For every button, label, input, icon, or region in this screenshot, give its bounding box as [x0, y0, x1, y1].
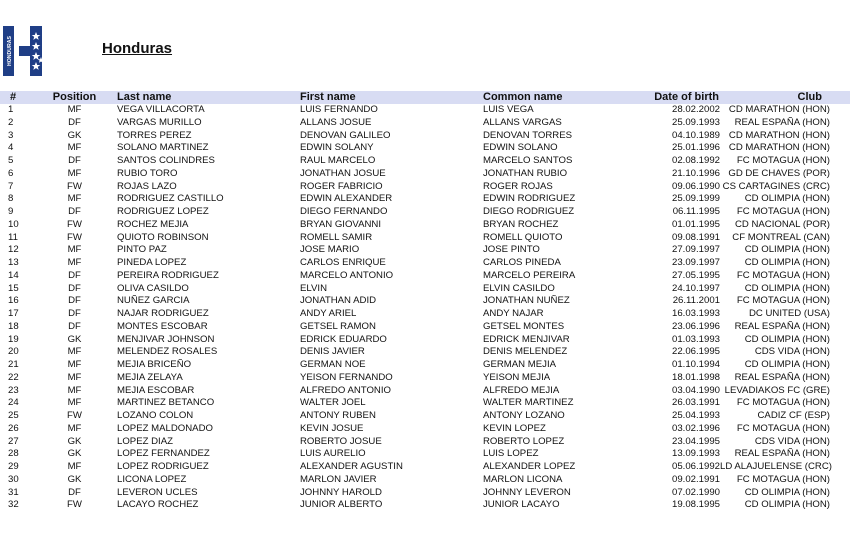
table-row — [0, 117, 850, 130]
cell-club: CD OLIMPIA (HON) — [744, 359, 830, 370]
cell-position: DF — [68, 116, 81, 128]
cell-last-name: LOPEZ MALDONADO — [117, 422, 213, 434]
table-row — [0, 359, 850, 372]
table-row — [0, 244, 850, 257]
cell-first-name: EDWIN ALEXANDER — [300, 193, 393, 205]
cell-common-name: ELVIN CASILDO — [483, 282, 555, 294]
cell-first-name: MARLON JAVIER — [300, 473, 377, 485]
cell-first-name: JUNIOR ALBERTO — [300, 499, 383, 511]
cell-last-name: NUÑEZ GARCIA — [117, 295, 190, 307]
cell-club: FC MOTAGUA (HON) — [736, 155, 830, 166]
cell-date-of-birth: 25.01.1996 — [671, 142, 720, 154]
table-row — [0, 487, 850, 500]
cell-common-name: ANTONY LOZANO — [483, 410, 565, 421]
cell-common-name: DIEGO RODRIGUEZ — [483, 206, 575, 217]
cell-last-name: RUBIO TORO — [117, 167, 178, 179]
cell-last-name: NAJAR RODRIGUEZ — [117, 308, 209, 319]
cell-number: 23 — [8, 384, 19, 396]
cell-number: 29 — [8, 461, 19, 472]
cell-last-name: SOLANO MARTINEZ — [117, 142, 209, 154]
cell-number: 5 — [8, 155, 14, 166]
cell-date-of-birth: 01.03.1993 — [671, 333, 720, 345]
cell-first-name: GERMAN NOE — [300, 359, 366, 370]
cell-date-of-birth: 18.01.1998 — [671, 371, 720, 383]
header-position: Position — [32, 91, 117, 104]
cell-position: DF — [68, 308, 81, 319]
cell-position: DF — [68, 320, 81, 332]
cell-last-name: RODRIGUEZ CASTILLO — [117, 193, 224, 205]
cell-position: MF — [67, 257, 82, 268]
cell-club: FC MOTAGUA (HON) — [736, 473, 830, 485]
cell-club: CD MARATHON (HON) — [728, 104, 830, 115]
cell-common-name: CARLOS PINEDA — [483, 257, 561, 268]
cell-last-name: LOPEZ FERNANDEZ — [117, 448, 210, 460]
cell-number: 11 — [8, 231, 18, 243]
cell-number: 26 — [8, 422, 19, 434]
cell-club: CD MARATHON (HON) — [728, 142, 830, 154]
cell-club: CDS VIDA (HON) — [754, 435, 830, 447]
cell-date-of-birth: 09.06.1990 — [671, 180, 720, 192]
cell-first-name: JONATHAN JOSUE — [300, 167, 386, 179]
cell-first-name: ANDY ARIEL — [300, 308, 357, 319]
cell-number: 15 — [8, 282, 19, 294]
header-number: # — [0, 91, 32, 104]
cell-position: MF — [67, 193, 82, 205]
cell-number: 8 — [8, 193, 14, 205]
cell-first-name: LUIS AURELIO — [300, 448, 366, 460]
cell-last-name: LOPEZ RODRIGUEZ — [117, 461, 209, 472]
cell-club: LEVADIAKOS FC (GRE) — [724, 384, 830, 396]
cell-last-name: ROCHEZ MEJIA — [117, 218, 189, 230]
cell-number: 21 — [8, 359, 19, 370]
table-row — [0, 499, 850, 512]
cell-common-name: ROBERTO LOPEZ — [483, 435, 565, 447]
team-title: Honduras — [102, 40, 173, 57]
cell-position: MF — [67, 371, 82, 383]
cell-date-of-birth: 04.10.1989 — [671, 129, 720, 141]
cell-last-name: VARGAS MURILLO — [117, 116, 202, 128]
cell-club: CD OLIMPIA (HON) — [744, 486, 830, 498]
cell-date-of-birth: 05.06.1992 — [671, 461, 720, 472]
cell-common-name: JONATHAN RUBIO — [483, 167, 568, 179]
cell-number: 25 — [8, 410, 19, 421]
cell-last-name: MENJIVAR JOHNSON — [117, 333, 215, 345]
cell-position: DF — [68, 269, 81, 281]
cell-date-of-birth: 07.02.1990 — [671, 486, 720, 498]
table-row — [0, 295, 850, 308]
cell-last-name: MELENDEZ ROSALES — [117, 346, 218, 358]
table-row — [0, 321, 850, 334]
cell-number: 10 — [8, 218, 19, 230]
cell-number: 3 — [8, 129, 14, 141]
cell-number: 1 — [8, 104, 14, 115]
cell-date-of-birth: 25.09.1993 — [671, 116, 720, 128]
cell-first-name: GETSEL RAMON — [300, 320, 376, 332]
cell-club: CS CARTAGINES (CRC) — [722, 180, 830, 192]
cell-common-name: ROGER ROJAS — [483, 180, 553, 192]
cell-first-name: MARCELO ANTONIO — [300, 269, 394, 281]
cell-date-of-birth: 01.10.1994 — [671, 359, 720, 370]
cell-club: CD OLIMPIA (HON) — [744, 193, 830, 205]
cell-date-of-birth: 25.09.1999 — [671, 193, 720, 205]
cell-date-of-birth: 27.05.1995 — [671, 269, 720, 281]
cell-first-name: BRYAN GIOVANNI — [300, 218, 382, 230]
cell-position: DF — [68, 295, 81, 307]
cell-first-name: ELVIN — [300, 282, 328, 294]
cell-club: REAL ESPAÑA (HON) — [734, 116, 830, 128]
cell-date-of-birth: 22.06.1995 — [671, 346, 720, 358]
cell-common-name: YEISON MEJIA — [483, 371, 551, 383]
cell-first-name: CARLOS ENRIQUE — [300, 257, 386, 268]
cell-position: MF — [67, 397, 82, 409]
cell-common-name: MARLON LICONA — [483, 473, 563, 485]
cell-first-name: ROGER FABRICIO — [300, 180, 383, 192]
cell-club: CD OLIMPIA (HON) — [744, 257, 830, 268]
cell-position: GK — [67, 129, 82, 141]
cell-position: MF — [67, 167, 82, 179]
cell-position: DF — [68, 282, 81, 294]
cell-date-of-birth: 16.03.1993 — [671, 308, 720, 319]
cell-common-name: JUNIOR LACAYO — [483, 499, 560, 511]
cell-last-name: ROJAS LAZO — [117, 180, 177, 192]
cell-common-name: ALFREDO MEJIA — [483, 384, 560, 396]
cell-club: CF MONTREAL (CAN) — [732, 231, 830, 243]
cell-first-name: JOHNNY HAROLD — [300, 486, 382, 498]
cell-common-name: KEVIN LOPEZ — [483, 422, 546, 434]
cell-last-name: PINTO PAZ — [117, 244, 167, 256]
cell-club: GD DE CHAVES (POR) — [728, 167, 830, 179]
cell-number: 4 — [8, 142, 14, 154]
cell-first-name: YEISON FERNANDO — [300, 371, 393, 383]
cell-club: FC MOTAGUA (HON) — [736, 397, 830, 409]
cell-club: CD OLIMPIA (HON) — [744, 499, 830, 511]
cell-first-name: ALLANS JOSUE — [300, 116, 372, 128]
cell-first-name: EDWIN SOLANY — [300, 142, 374, 154]
cell-position: FW — [67, 410, 82, 421]
cell-number: 7 — [8, 180, 14, 192]
table-row — [0, 232, 850, 245]
cell-first-name: JONATHAN ADID — [300, 295, 377, 307]
cell-number: 30 — [8, 473, 19, 485]
honduras-federation-logo — [3, 24, 47, 78]
table-row — [0, 219, 850, 232]
cell-number: 14 — [8, 269, 19, 281]
cell-date-of-birth: 09.08.1991 — [671, 231, 720, 243]
table-row — [0, 372, 850, 385]
cell-last-name: RODRIGUEZ LOPEZ — [117, 206, 209, 217]
cell-club: CD OLIMPIA (HON) — [744, 282, 830, 294]
cell-first-name: KEVIN JOSUE — [300, 422, 364, 434]
cell-position: DF — [68, 486, 81, 498]
cell-position: MF — [67, 422, 82, 434]
table-row — [0, 193, 850, 206]
table-row — [0, 346, 850, 359]
logo-text: HONDURAS — [7, 36, 13, 66]
cell-club: LD ALAJUELENSE (CRC) — [720, 461, 832, 472]
cell-common-name: JONATHAN NUÑEZ — [483, 295, 570, 307]
table-row — [0, 474, 850, 487]
table-row — [0, 397, 850, 410]
cell-position: GK — [67, 333, 82, 345]
cell-last-name: TORRES PEREZ — [117, 129, 192, 141]
cell-number: 12 — [8, 244, 19, 256]
cell-position: FW — [67, 231, 82, 243]
cell-number: 31 — [8, 486, 19, 498]
cell-number: 2 — [8, 116, 14, 128]
table-row — [0, 142, 850, 155]
cell-common-name: EDWIN RODRIGUEZ — [483, 193, 576, 205]
cell-position: MF — [67, 359, 82, 370]
cell-date-of-birth: 03.02.1996 — [671, 422, 720, 434]
cell-date-of-birth: 02.08.1992 — [671, 155, 720, 166]
cell-number: 6 — [8, 167, 14, 179]
cell-position: MF — [67, 461, 82, 472]
cell-club: DC UNITED (USA) — [748, 308, 830, 319]
cell-club: FC MOTAGUA (HON) — [736, 422, 830, 434]
cell-date-of-birth: 27.09.1997 — [671, 244, 720, 256]
cell-common-name: ALEXANDER LOPEZ — [483, 461, 576, 472]
cell-date-of-birth: 26.11.2001 — [672, 295, 720, 307]
cell-date-of-birth: 01.01.1995 — [671, 218, 720, 230]
cell-date-of-birth: 23.04.1995 — [671, 435, 720, 447]
cell-date-of-birth: 21.10.1996 — [671, 167, 720, 179]
cell-first-name: ALEXANDER AGUSTIN — [300, 461, 403, 472]
cell-club: CD NACIONAL (POR) — [734, 218, 830, 230]
cell-number: 20 — [8, 346, 19, 358]
table-body — [0, 104, 850, 512]
cell-common-name: LUIS VEGA — [483, 104, 534, 115]
cell-common-name: MARCELO PEREIRA — [483, 269, 576, 281]
table-row — [0, 334, 850, 347]
cell-last-name: LICONA LOPEZ — [117, 473, 187, 485]
cell-common-name: GERMAN MEJIA — [483, 359, 557, 370]
cell-position: GK — [67, 435, 82, 447]
cell-club: FC MOTAGUA (HON) — [736, 269, 830, 281]
cell-first-name: EDRICK EDUARDO — [300, 333, 387, 345]
cell-last-name: SANTOS COLINDRES — [117, 155, 215, 166]
cell-last-name: LOZANO COLON — [117, 410, 194, 421]
header-club: Club — [720, 91, 850, 104]
cell-number: 13 — [8, 257, 19, 268]
cell-date-of-birth: 13.09.1993 — [671, 448, 720, 460]
table-row — [0, 385, 850, 398]
cell-first-name: DENOVAN GALILEO — [300, 129, 391, 141]
cell-date-of-birth: 23.09.1997 — [671, 257, 720, 268]
cell-last-name: MEJIA ZELAYA — [117, 371, 183, 383]
cell-club: REAL ESPAÑA (HON) — [734, 320, 830, 332]
cell-number: 17 — [8, 308, 19, 319]
cell-number: 27 — [8, 435, 19, 447]
cell-common-name: ROMELL QUIOTO — [483, 231, 563, 243]
header-common-name: Common name — [483, 91, 625, 104]
cell-first-name: DENIS JAVIER — [300, 346, 365, 358]
cell-first-name: JOSE MARIO — [300, 244, 360, 256]
cell-number: 16 — [8, 295, 19, 307]
cell-club: FC MOTAGUA (HON) — [736, 295, 830, 307]
cell-position: GK — [67, 473, 82, 485]
header-date-of-birth: Date of birth — [625, 91, 720, 104]
cell-position: GK — [67, 448, 82, 460]
cell-club: CD OLIMPIA (HON) — [744, 333, 830, 345]
cell-number: 32 — [8, 499, 19, 511]
cell-position: DF — [68, 206, 81, 217]
cell-position: MF — [67, 104, 82, 115]
cell-club: CADIZ CF (ESP) — [757, 410, 830, 421]
cell-last-name: MEJIA ESCOBAR — [117, 384, 195, 396]
cell-position: FW — [67, 499, 82, 511]
cell-common-name: ANDY NAJAR — [483, 308, 544, 319]
cell-first-name: LUIS FERNANDO — [300, 104, 378, 115]
cell-date-of-birth: 09.02.1991 — [671, 473, 720, 485]
cell-date-of-birth: 03.04.1990 — [671, 384, 720, 396]
cell-common-name: EDWIN SOLANO — [483, 142, 558, 154]
table-row — [0, 155, 850, 168]
cell-club: FC MOTAGUA (HON) — [736, 206, 830, 217]
cell-common-name: ALLANS VARGAS — [483, 116, 562, 128]
cell-club: REAL ESPAÑA (HON) — [734, 371, 830, 383]
cell-common-name: MARCELO SANTOS — [483, 155, 573, 166]
cell-date-of-birth: 06.11.1995 — [672, 206, 720, 217]
cell-common-name: DENOVAN TORRES — [483, 129, 573, 141]
cell-common-name: DENIS MELENDEZ — [483, 346, 568, 358]
table-row — [0, 181, 850, 194]
cell-number: 19 — [8, 333, 19, 345]
cell-position: MF — [67, 346, 82, 358]
table-row — [0, 448, 850, 461]
cell-position: FW — [67, 218, 82, 230]
table-row — [0, 270, 850, 283]
cell-last-name: MONTES ESCOBAR — [117, 320, 208, 332]
table-row — [0, 257, 850, 270]
cell-date-of-birth: 24.10.1997 — [671, 282, 720, 294]
cell-last-name: MARTINEZ BETANCO — [117, 397, 215, 409]
cell-last-name: LEVERON UCLES — [117, 486, 198, 498]
cell-first-name: ANTONY RUBEN — [300, 410, 376, 421]
table-header-row — [0, 91, 850, 104]
header-last-name: Last name — [117, 91, 300, 104]
cell-position: MF — [67, 244, 82, 256]
cell-first-name: WALTER JOEL — [300, 397, 366, 409]
cell-common-name: WALTER MARTINEZ — [483, 397, 574, 409]
cell-first-name: ALFREDO ANTONIO — [300, 384, 391, 396]
cell-number: 18 — [8, 320, 19, 332]
table-row — [0, 461, 850, 474]
cell-first-name: ROMELL SAMIR — [300, 231, 373, 243]
cell-last-name: QUIOTO ROBINSON — [117, 231, 209, 243]
table-row — [0, 308, 850, 321]
cell-date-of-birth: 19.08.1995 — [671, 499, 720, 511]
cell-common-name: JOSE PINTO — [483, 244, 540, 256]
cell-last-name: PINEDA LOPEZ — [117, 257, 187, 268]
cell-club: REAL ESPAÑA (HON) — [734, 448, 830, 460]
cell-date-of-birth: 28.02.2002 — [671, 104, 720, 115]
table-row — [0, 283, 850, 296]
table-row — [0, 410, 850, 423]
table-row — [0, 423, 850, 436]
cell-common-name: EDRICK MENJIVAR — [483, 333, 570, 345]
cell-last-name: LOPEZ DIAZ — [117, 435, 173, 447]
cell-date-of-birth: 25.04.1993 — [671, 410, 720, 421]
cell-last-name: VEGA VILLACORTA — [117, 104, 205, 115]
table-row — [0, 436, 850, 449]
cell-last-name: LACAYO ROCHEZ — [117, 499, 199, 511]
header-first-name: First name — [300, 91, 483, 104]
cell-position: DF — [68, 155, 81, 166]
cell-last-name: OLIVA CASILDO — [117, 282, 189, 294]
cell-number: 24 — [8, 397, 19, 409]
cell-club: CDS VIDA (HON) — [754, 346, 830, 358]
cell-first-name: DIEGO FERNANDO — [300, 206, 388, 217]
cell-common-name: JOHNNY LEVERON — [483, 486, 571, 498]
cell-common-name: BRYAN ROCHEZ — [483, 218, 559, 230]
cell-common-name: GETSEL MONTES — [483, 320, 565, 332]
cell-club: CD OLIMPIA (HON) — [744, 244, 830, 256]
cell-first-name: ROBERTO JOSUE — [300, 435, 382, 447]
cell-number: 9 — [8, 206, 14, 217]
cell-date-of-birth: 26.03.1991 — [671, 397, 720, 409]
cell-number: 28 — [8, 448, 19, 460]
cell-position: MF — [67, 384, 82, 396]
cell-common-name: LUIS LOPEZ — [483, 448, 539, 460]
cell-position: FW — [67, 180, 82, 192]
table-row — [0, 206, 850, 219]
table-row — [0, 104, 850, 117]
table-row — [0, 168, 850, 181]
cell-position: MF — [67, 142, 82, 154]
squad-table — [0, 91, 850, 512]
cell-last-name: MEJIA BRICEÑO — [117, 359, 192, 370]
cell-number: 22 — [8, 371, 19, 383]
cell-first-name: RAUL MARCELO — [300, 155, 376, 166]
table-row — [0, 130, 850, 143]
cell-date-of-birth: 23.06.1996 — [671, 320, 720, 332]
cell-club: CD MARATHON (HON) — [728, 129, 830, 141]
cell-last-name: PEREIRA RODRIGUEZ — [117, 269, 219, 281]
